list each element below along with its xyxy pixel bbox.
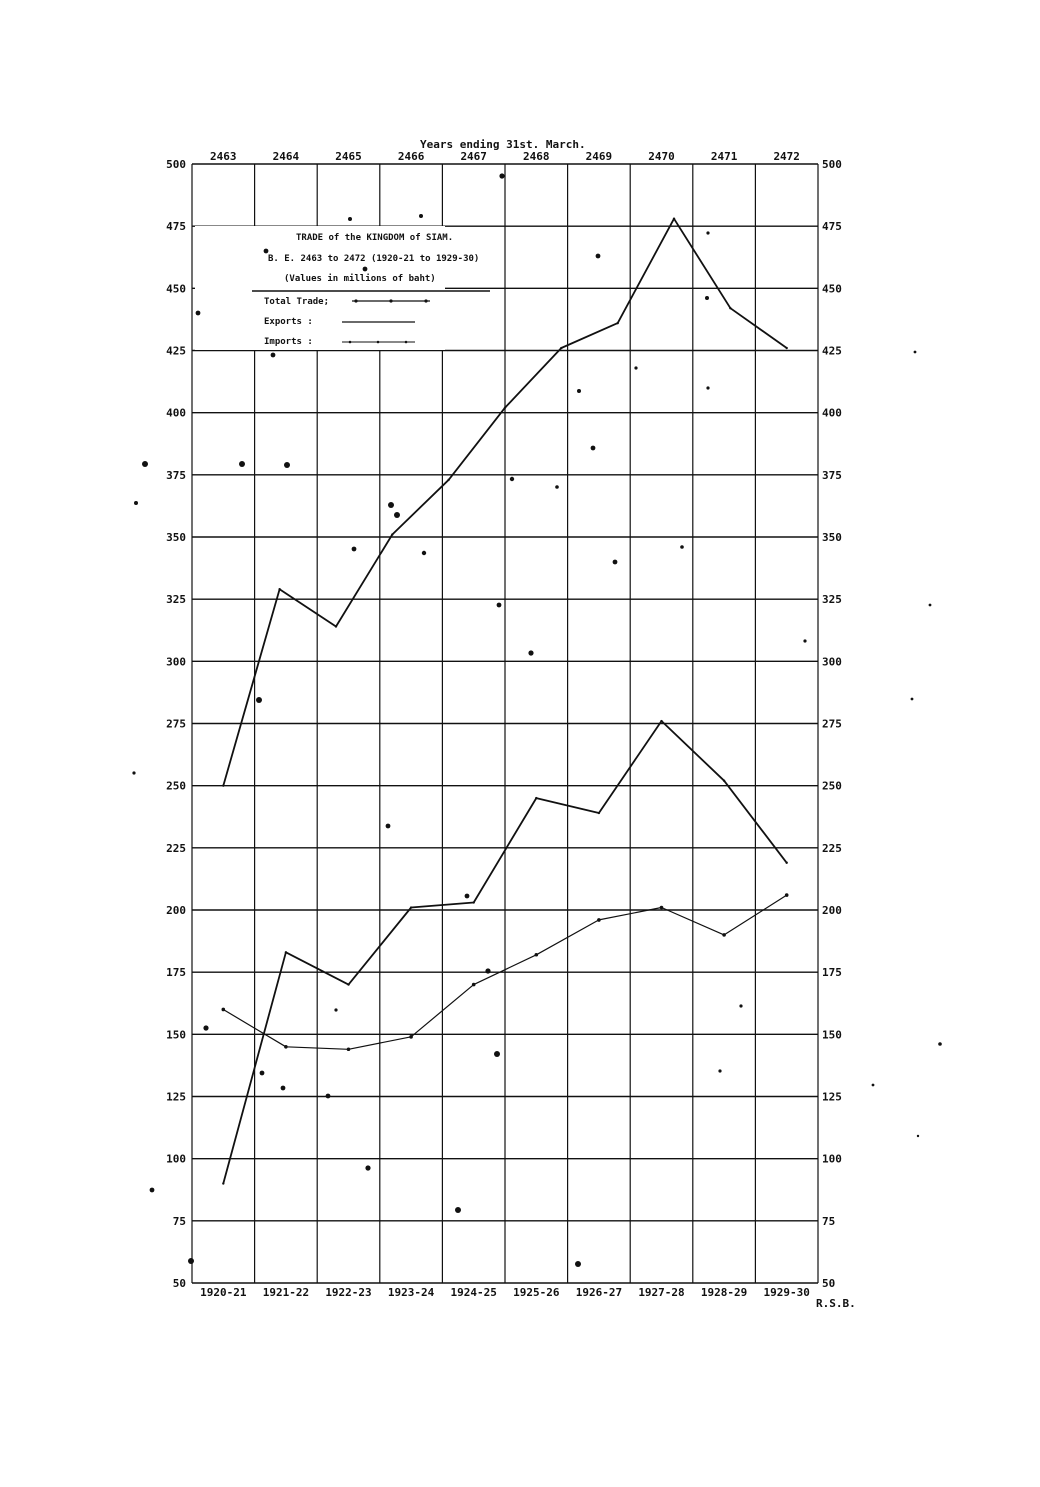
- y-tick-right-200: 200: [822, 904, 842, 917]
- legend-label-imports: Imports :: [264, 337, 313, 347]
- bottom-year-1928-29: 1928-29: [700, 1286, 748, 1299]
- y-tick-right-50: 50: [822, 1277, 836, 1290]
- y-tick-left-250: 250: [166, 779, 186, 793]
- y-tick-left-225: 225: [166, 841, 186, 855]
- y-tick-right-475: 475: [822, 220, 842, 234]
- point-exports-5: [535, 797, 537, 799]
- point-imports-9: [785, 893, 789, 897]
- top-year-2463: 2463: [210, 150, 237, 163]
- y-tick-left-475: 475: [166, 220, 186, 234]
- point-total-trade-4: [447, 479, 449, 481]
- y-tick-right-375: 375: [822, 468, 842, 482]
- bottom-year-1925-26: 1925-26: [513, 1286, 560, 1299]
- point-total-trade-9: [729, 307, 731, 309]
- top-year-2472: 2472: [773, 150, 800, 163]
- point-total-trade-8: [673, 218, 675, 220]
- bottom-year-1929-30: 1929-30: [763, 1286, 810, 1299]
- y-tick-left-175: 175: [166, 966, 186, 980]
- point-total-trade-2: [335, 625, 337, 627]
- top-year-2464: 2464: [272, 150, 300, 163]
- bottom-year-1924-25: 1924-25: [450, 1286, 497, 1299]
- y-tick-left-50: 50: [172, 1277, 186, 1290]
- top-year-2470: 2470: [648, 150, 675, 163]
- point-imports-5: [535, 953, 539, 957]
- y-tick-right-225: 225: [822, 841, 842, 855]
- top-year-2471: 2471: [710, 150, 738, 163]
- point-exports-0: [222, 1182, 224, 1184]
- point-total-trade-10: [786, 347, 788, 349]
- y-tick-left-125: 125: [166, 1090, 186, 1104]
- bottom-year-1927-28: 1927-28: [638, 1286, 685, 1299]
- point-exports-3: [410, 906, 412, 908]
- legend-label-exports: Exports :: [264, 317, 313, 327]
- point-imports-0: [222, 1008, 226, 1012]
- top-year-2469: 2469: [585, 150, 613, 163]
- point-imports-8: [722, 933, 726, 937]
- y-tick-right-150: 150: [822, 1028, 842, 1042]
- bottom-year-1922-23: 1922-23: [325, 1286, 372, 1299]
- point-total-trade-6: [560, 347, 562, 349]
- point-exports-8: [723, 779, 725, 781]
- point-exports-7: [660, 720, 662, 722]
- top-year-2468: 2468: [523, 150, 550, 163]
- chart-title: TRADE of the KINGDOM of SIAM.: [296, 233, 454, 243]
- top-axis-label: Years ending 31st. March.: [420, 138, 586, 151]
- signature: R.S.B.: [816, 1297, 856, 1310]
- point-imports-2: [347, 1047, 351, 1051]
- bottom-year-1920-21: 1920-21: [200, 1286, 247, 1299]
- y-tick-right-400: 400: [822, 406, 842, 420]
- point-total-trade-5: [504, 406, 506, 408]
- y-tick-right-250: 250: [822, 779, 842, 793]
- y-tick-left-150: 150: [166, 1028, 186, 1042]
- point-imports-6: [597, 918, 601, 922]
- point-exports-4: [473, 901, 475, 903]
- point-exports-2: [347, 983, 349, 985]
- point-exports-9: [786, 862, 788, 864]
- y-tick-left-500: 500: [166, 158, 186, 171]
- point-imports-4: [472, 983, 476, 987]
- y-tick-left-375: 375: [166, 468, 186, 482]
- y-tick-left-400: 400: [166, 406, 186, 420]
- top-year-2467: 2467: [460, 150, 487, 163]
- y-tick-right-450: 450: [822, 282, 842, 296]
- point-exports-1: [285, 951, 287, 953]
- y-tick-right-75: 75: [822, 1214, 836, 1228]
- y-tick-left-350: 350: [166, 531, 186, 544]
- y-tick-left-450: 450: [166, 282, 186, 296]
- y-tick-right-325: 325: [822, 593, 842, 607]
- point-imports-1: [284, 1045, 288, 1049]
- legend-label-total: Total Trade;: [264, 297, 330, 307]
- bottom-year-1921-22: 1921-22: [262, 1286, 310, 1299]
- y-tick-left-300: 300: [166, 655, 186, 669]
- y-tick-left-275: 275: [166, 717, 186, 731]
- bottom-year-1926-27: 1926-27: [575, 1286, 623, 1299]
- y-tick-right-425: 425: [822, 344, 842, 358]
- y-tick-left-425: 425: [166, 344, 186, 358]
- y-tick-right-300: 300: [822, 655, 842, 669]
- y-tick-right-125: 125: [822, 1090, 842, 1104]
- point-total-trade-1: [278, 588, 280, 590]
- point-total-trade-0: [222, 784, 224, 786]
- chart-units-note: (Values in millions of baht): [284, 274, 436, 284]
- y-tick-right-275: 275: [822, 717, 842, 731]
- y-tick-left-100: 100: [166, 1152, 186, 1166]
- point-imports-7: [660, 906, 664, 910]
- point-exports-6: [598, 812, 600, 814]
- bottom-year-1923-24: 1923-24: [387, 1286, 435, 1299]
- y-tick-right-500: 500: [822, 158, 842, 171]
- point-total-trade-3: [391, 533, 393, 535]
- point-imports-3: [409, 1035, 413, 1039]
- y-tick-right-100: 100: [822, 1152, 842, 1166]
- y-tick-left-325: 325: [166, 593, 186, 607]
- top-year-2466: 2466: [397, 150, 425, 163]
- chart-subtitle: B. E. 2463 to 2472 (1920-21 to 1929-30): [268, 254, 480, 264]
- y-tick-right-175: 175: [822, 966, 842, 980]
- point-total-trade-7: [616, 322, 618, 324]
- top-year-2465: 2465: [335, 150, 362, 163]
- y-tick-left-75: 75: [172, 1214, 186, 1228]
- y-tick-left-200: 200: [166, 904, 186, 917]
- y-tick-right-350: 350: [822, 531, 842, 544]
